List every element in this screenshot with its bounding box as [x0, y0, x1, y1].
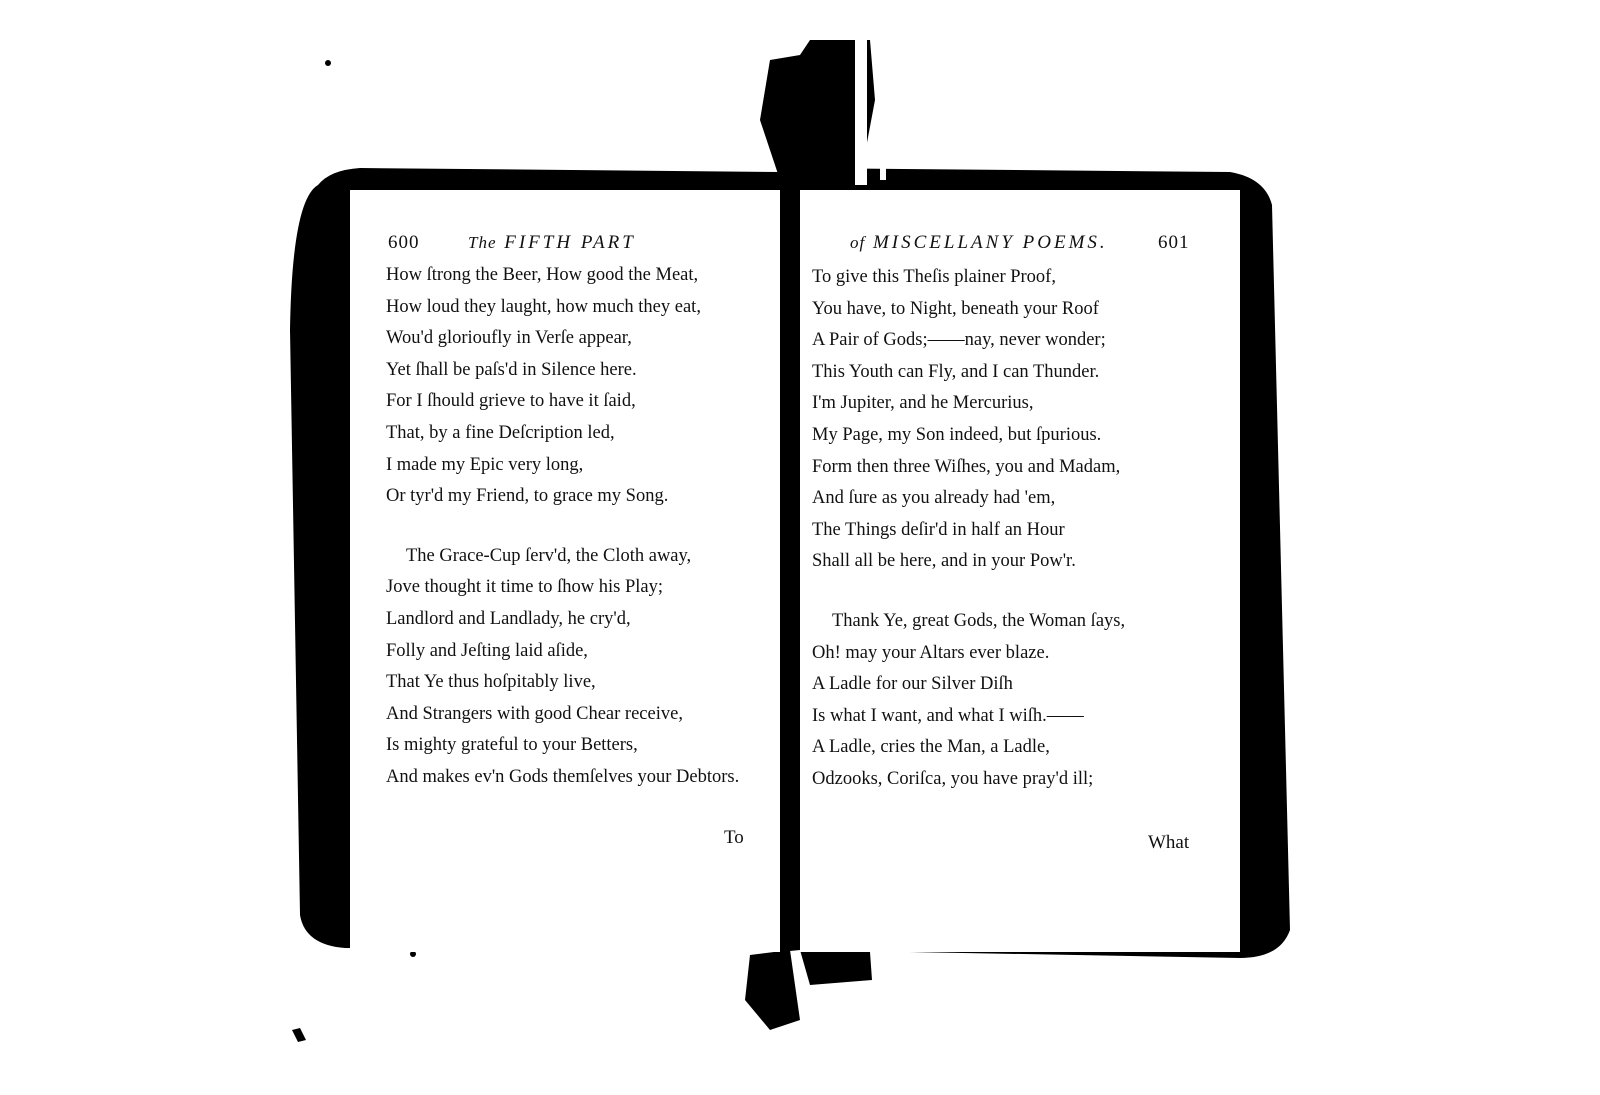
verse-line: And makes ev'n Gods themſelves your Debtors. [386, 766, 740, 787]
verse-line: A Pair of Gods;——nay, never wonder; [812, 330, 1106, 351]
verse-line: Odzooks, Coriſca, you have pray'd ill; [812, 768, 1094, 789]
verse-line: And Strangers with good Chear receive, [386, 703, 683, 724]
left-stanza-1 [386, 260, 780, 513]
spine-bottom-shadow-2 [800, 950, 872, 985]
verse-line: That Ye thus hoſpitably live, [386, 672, 596, 693]
verse-line: The Grace-Cup ſerv'd, the Cloth away, [406, 545, 692, 566]
verse-line: I made my Epic very long, [386, 454, 584, 475]
spine-strip [855, 30, 867, 185]
right-folio: 601 [1158, 232, 1190, 253]
left-verse [386, 260, 780, 794]
right-head-title [850, 232, 1108, 254]
verse-line: To give this Theſis plainer Proof, [812, 267, 1056, 287]
right-stanza-2 [812, 606, 1240, 796]
spine-strip-2 [880, 40, 886, 180]
spine-bottom-shadow [745, 950, 800, 1030]
verse-line: Folly and Jeſting laid aſide, [386, 640, 588, 661]
left-catchword: To [724, 827, 744, 848]
verse-line: A Ladle, cries the Man, a Ladle, [812, 737, 1050, 758]
verse-line: A Ladle for our Silver Diſh [812, 674, 1013, 695]
left-head-title [468, 232, 636, 254]
verse-line: Thank Ye, great Gods, the Woman ſays, [832, 610, 1126, 631]
verse-line: My Page, my Son indeed, but ſpurious. [812, 424, 1102, 445]
verse-line: You have, to Night, beneath your Roof [812, 298, 1099, 319]
verse-line: Landlord and Landlady, he cry'd, [386, 608, 631, 629]
left-stanza-2 [386, 541, 780, 794]
verse-line: How loud they laught, how much they eat, [386, 296, 701, 317]
right-stanza-1 [812, 262, 1240, 578]
verse-line: How ſtrong the Beer, How good the Meat, [386, 265, 699, 285]
verse-line: I'm Jupiter, and he Mercurius, [812, 393, 1034, 414]
right-head-prefix: of [850, 233, 866, 252]
left-page [350, 190, 780, 952]
verse-line: Or tyr'd my Friend, to grace my Song. [386, 486, 669, 507]
verse-line: Is what I want, and what I wiſh.—— [812, 705, 1084, 726]
verse-line: Shall all be here, and in your Pow'r. [812, 551, 1076, 572]
right-page [800, 190, 1240, 952]
verse-line: Is mighty grateful to your Betters, [386, 735, 638, 756]
verse-line: That, by a fine Deſcription led, [386, 422, 615, 443]
right-head-main: MISCELLANY POEMS. [872, 232, 1108, 253]
speck [325, 60, 331, 66]
verse-line: And ſure as you already had 'em, [812, 488, 1056, 509]
verse-line: The Things deſir'd in half an Hour [812, 519, 1065, 540]
verse-line: Jove thought it time to ſhow his Play; [386, 577, 663, 598]
left-head-prefix: The [468, 233, 497, 252]
verse-line: For I ſhould grieve to have it ſaid, [386, 391, 636, 412]
left-folio: 600 [388, 232, 420, 253]
verse-line: Wou'd glorioufly in Verſe appear, [386, 328, 632, 349]
right-verse [812, 262, 1240, 796]
verse-line: Form then three Wiſhes, you and Madam, [812, 456, 1121, 477]
left-head-main: FIFTH PART [504, 232, 636, 253]
speck [292, 1028, 306, 1042]
verse-line: This Youth can Fly, and I can Thunder. [812, 361, 1100, 382]
verse-line: Oh! may your Altars ever blaze. [812, 642, 1050, 663]
right-catchword: What [1148, 832, 1190, 853]
verse-line: Yet ſhall be paſs'd in Silence here. [386, 359, 637, 380]
